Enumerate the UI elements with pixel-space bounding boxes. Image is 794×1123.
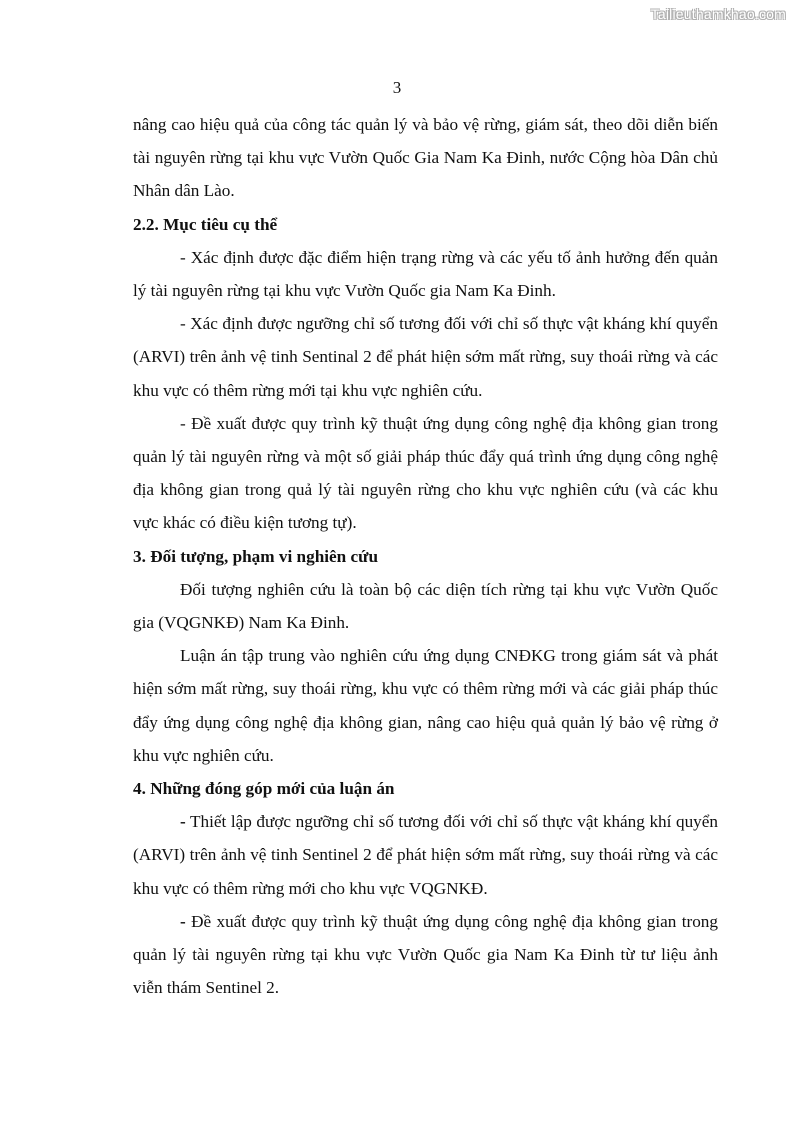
page-number: 3 (392, 78, 402, 97)
paragraph-contribution-2 (133, 905, 718, 1005)
contribution-1-text: Thiết lập được ngưỡng chỉ số tương đối với chỉ số thực vật kháng khí quyển (ARVI) trên ảnh vệ tinh Sentinel 2 để phát hiện sớm mất rừng, suy thoái rừng và các khu vực có thêm rừng mới cho khu vực VQGNKĐ. (133, 812, 718, 898)
contribution-2-text: Đề xuất được quy trình kỹ thuật ứng dụng công nghệ địa không gian trong quản lý tài nguyên rừng tại khu vực Vườn Quốc gia Nam Ka Đinh từ tư liệu ảnh viễn thám Sentinel 2. (133, 911, 718, 998)
paragraph-intro: nâng cao hiệu quả của công tác quản lý và bảo vệ rừng, giám sát, theo dõi diễn biến tài nguyên rừng tại khu vực Vườn Quốc Gia Nam Ka Đinh, nước Cộng hòa Dân chủ Nhân dân Lào. (133, 115, 718, 201)
paragraph-scope-2: Luận án tập trung vào nghiên cứu ứng dụng CNĐKG trong giám sát và phát hiện sớm mất rừng, suy thoái rừng, khu vực có thêm rừng mới và các giải pháp thúc đẩy ứng dụng công nghệ địa không gian, nâng cao hiệu quả quản lý bảo vệ rừng ở khu vực nghiên cứu. (133, 646, 718, 765)
dash-bullet: - (180, 812, 186, 832)
paragraph-objective-1: - Xác định được đặc điểm hiện trạng rừng và các yếu tố ảnh hưởng đến quản lý tài nguyên rừng tại khu vực Vườn Quốc gia Nam Ka Đinh. (133, 247, 718, 301)
paragraph-objective-2: - Xác định được ngưỡng chỉ số tương đối với chỉ số thực vật kháng khí quyển (ARVI) trên ảnh vệ tinh Sentinal 2 để phát hiện sớm mất rừng, suy thoái rừng và các khu vực có thêm rừng mới tại khu vực nghiên cứu. (133, 314, 718, 400)
body-text (133, 108, 718, 1004)
heading-3: 3. Đối tượng, phạm vi nghiên cứu (133, 546, 379, 566)
heading-4: 4. Những đóng góp mới của luận án (133, 779, 395, 799)
watermark: Tailieuthamkhao.com (650, 6, 786, 22)
dash-bullet: - (180, 911, 186, 931)
paragraph-objective-3: - Đề xuất được quy trình kỹ thuật ứng dụng công nghệ địa không gian trong quản lý tài nguyên rừng và một số giải pháp thúc đẩy quá trình ứng dụng công nghệ địa không gian trong quả lý tài nguyên rừng cho khu vực nghiên cứu (và các khu vực khác có điều kiện tương tự). (133, 413, 718, 533)
paragraph-contribution-1 (133, 805, 718, 905)
heading-2-2: 2.2. Mục tiêu cụ thể (133, 214, 278, 234)
paragraph-scope-1: Đối tượng nghiên cứu là toàn bộ các diện tích rừng tại khu vực Vườn Quốc gia (VQGNKĐ) Nam Ka Đinh. (133, 579, 718, 633)
